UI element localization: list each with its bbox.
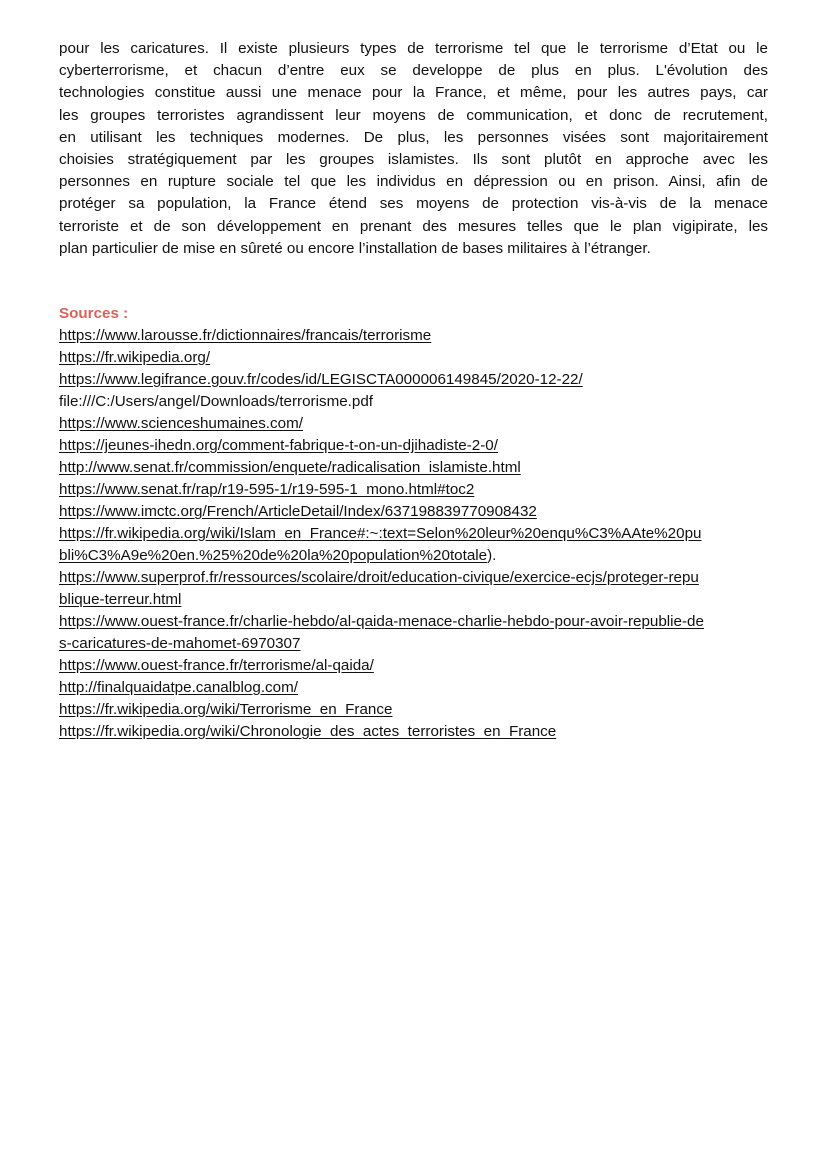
source-link[interactable]: http://finalquaidatpe.canalblog.com/ bbox=[59, 679, 298, 696]
source-item bbox=[59, 589, 774, 611]
source-item bbox=[59, 457, 774, 479]
paragraph-line: les groupes terroristes agrandissent leur moyens de communication, et donc de recrutement, bbox=[59, 106, 768, 124]
source-item bbox=[59, 721, 774, 743]
source-link[interactable]: https://www.scienceshumaines.com/ bbox=[59, 415, 303, 432]
source-link[interactable]: https://www.senat.fr/rap/r19-595-1/r19-595-1_mono.html#toc2 bbox=[59, 481, 475, 498]
source-link[interactable]: https://www.superprof.fr/ressources/scolaire/droit/education-civique/exercice-ecjs/proteger-repu bbox=[59, 569, 699, 586]
source-item bbox=[59, 567, 774, 589]
source-link[interactable]: https://www.imctc.org/French/ArticleDetail/Index/637198839770908432 bbox=[59, 503, 537, 520]
source-link[interactable]: https://fr.wikipedia.org/ bbox=[59, 349, 211, 366]
sources-list bbox=[59, 325, 774, 743]
source-item bbox=[59, 325, 774, 347]
source-link[interactable]: https://www.larousse.fr/dictionnaires/francais/terrorisme bbox=[59, 327, 432, 344]
source-item bbox=[59, 545, 774, 567]
source-link[interactable]: blique-terreur.html bbox=[59, 591, 182, 608]
source-item bbox=[59, 501, 774, 523]
sources-heading: Sources : bbox=[59, 305, 129, 322]
source-link[interactable]: https://www.ouest-france.fr/charlie-hebdo/al-qaida-menace-charlie-hebdo-pour-avoir-republie-de bbox=[59, 613, 704, 630]
source-link[interactable]: https://fr.wikipedia.org/wiki/Terrorisme_en_France bbox=[59, 701, 393, 718]
source-link[interactable]: https://fr.wikipedia.org/wiki/Islam_en_France#:~:text=Selon%20leur%20enqu%C3%AAte%20pu bbox=[59, 525, 702, 542]
source-item bbox=[59, 611, 774, 633]
source-link[interactable]: http://www.senat.fr/commission/enquete/radicalisation_islamiste.html bbox=[59, 459, 521, 476]
source-item bbox=[59, 677, 774, 699]
source-item bbox=[59, 633, 774, 655]
source-link[interactable]: https://jeunes-ihedn.org/comment-fabrique-t-on-un-djihadiste-2-0/ bbox=[59, 437, 498, 454]
source-link[interactable]: https://www.ouest-france.fr/terrorisme/al-qaida/ bbox=[59, 657, 374, 674]
source-item bbox=[59, 391, 774, 413]
source-item bbox=[59, 699, 774, 721]
paragraph-line: protéger sa population, la France étend ses moyens de protection vis-à-vis de la menace bbox=[59, 195, 768, 213]
paragraph-line: technologies constitue aussi une menace pour la France, et même, pour les autres pays, car bbox=[59, 84, 768, 102]
source-text: file:///C:/Users/angel/Downloads/terrorisme.pdf bbox=[59, 393, 373, 410]
source-item bbox=[59, 413, 774, 435]
source-link[interactable]: https://fr.wikipedia.org/wiki/Chronologie_des_actes_terroristes_en_France bbox=[59, 723, 557, 740]
paragraph-line: personnes en rupture sociale tel que les individus en dépression ou en prison. Ainsi, afin de bbox=[59, 173, 768, 191]
source-item bbox=[59, 347, 774, 369]
source-item bbox=[59, 369, 774, 391]
source-item bbox=[59, 655, 774, 677]
paragraph-line: en utilisant les techniques modernes. De plus, les personnes visées sont majoritairement bbox=[59, 128, 768, 146]
source-link[interactable]: bli%C3%A9e%20en.%25%20de%20la%20population%20totale bbox=[59, 547, 488, 564]
source-item bbox=[59, 435, 774, 457]
source-item bbox=[59, 523, 774, 545]
paragraph-line: cyberterrorisme, et chacun d’entre eux se developpe de plus en plus. L'évolution des bbox=[59, 62, 768, 80]
body-paragraph bbox=[59, 38, 768, 260]
source-link[interactable]: s-caricatures-de-mahomet-6970307 bbox=[59, 635, 301, 652]
source-item bbox=[59, 479, 774, 501]
paragraph-line: pour les caricatures. Il existe plusieurs types de terrorisme tel que le terrorisme d’Etat ou le bbox=[59, 40, 768, 57]
paragraph-line: plan particulier de mise en sûreté ou encore l’installation de bases militaires à l’étranger. bbox=[59, 239, 651, 257]
source-text: ). bbox=[487, 547, 497, 564]
paragraph-line: choisies stratégiquement par les groupes islamistes. Ils sont plutôt en approche avec les bbox=[59, 151, 768, 169]
paragraph-line: terroriste et de son développement en prenant des mesures telles que le plan vigipirate, les bbox=[59, 217, 768, 235]
source-link[interactable]: https://www.legifrance.gouv.fr/codes/id/LEGISCTA000006149845/2020-12-22/ bbox=[59, 371, 583, 388]
